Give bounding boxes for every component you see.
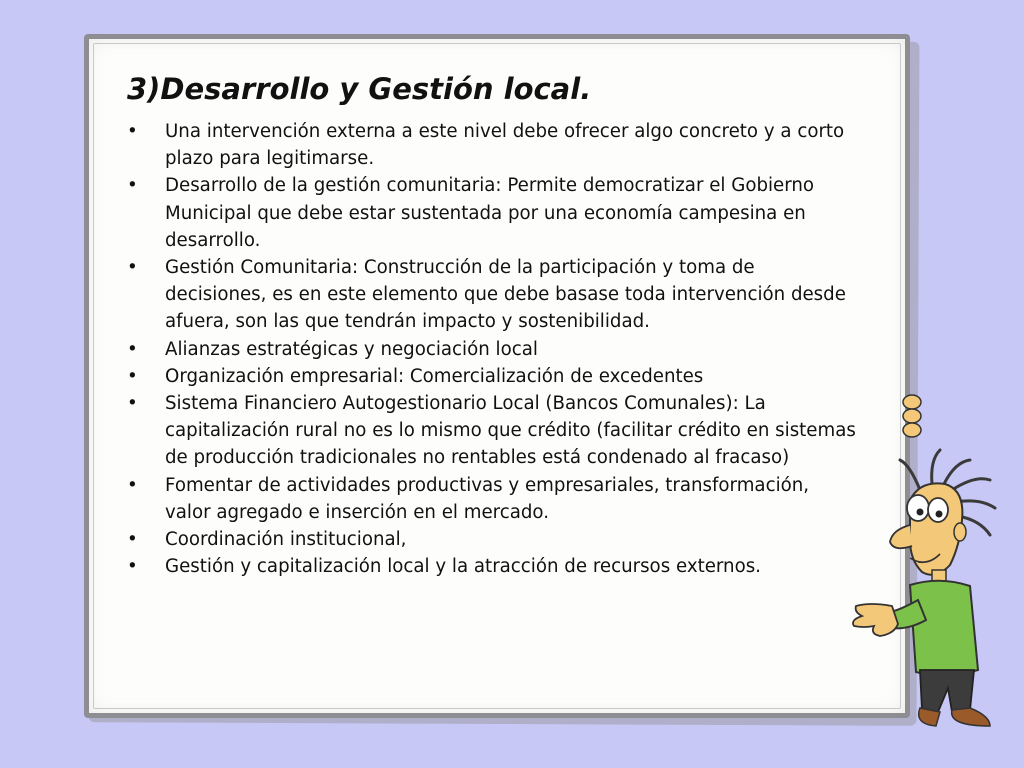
bullet-text: Coordinación institucional, bbox=[165, 529, 407, 551]
bullet-marker: • bbox=[127, 175, 138, 197]
bullet-marker: • bbox=[127, 474, 138, 496]
bullet-item bbox=[127, 172, 857, 254]
bullet-marker: • bbox=[127, 393, 138, 415]
bullet-marker: • bbox=[127, 529, 138, 551]
bullet-item bbox=[127, 526, 857, 553]
bullet-text: Fomentar de actividades productivas y empresariales, transformación, valor agregado e inserción en el mercado. bbox=[165, 474, 810, 523]
bullet-list bbox=[127, 118, 857, 580]
bullet-text: Gestión y capitalización local y la atracción de recursos externos. bbox=[165, 556, 761, 578]
bullet-text: Desarrollo de la gestión comunitaria: Permite democratizar el Gobierno Municipal que debe estar sustentada por una economía campesina en desarrollo. bbox=[165, 175, 815, 251]
bullet-marker: • bbox=[127, 556, 138, 578]
cartoon-character-illustration bbox=[840, 380, 1020, 740]
gripping-fingers bbox=[903, 395, 921, 437]
bullet-marker: • bbox=[127, 257, 138, 279]
hand bbox=[853, 604, 898, 636]
bullet-item bbox=[127, 553, 857, 580]
bullet-item bbox=[127, 118, 857, 172]
bullet-item bbox=[127, 390, 857, 472]
shirt bbox=[910, 581, 978, 676]
bullet-item bbox=[127, 363, 857, 390]
bullet-text: Organización empresarial: Comercialización de excedentes bbox=[165, 365, 704, 387]
bullet-text: Sistema Financiero Autogestionario Local (Bancos Comunales): La capitalización rural no es lo mismo que crédito (facilitar crédito en sistemas de producción tradicionales no rentables está condenado al fracaso) bbox=[165, 393, 856, 469]
pants bbox=[920, 670, 974, 712]
bullet-marker: • bbox=[127, 121, 138, 142]
bullet-text: Alianzas estratégicas y negociación local bbox=[165, 338, 538, 360]
shoes bbox=[919, 708, 990, 726]
bullet-item bbox=[127, 336, 857, 363]
bullet-text: Gestión Comunitaria: Construcción de la participación y toma de decisiones, es en este elemento que debe basase toda intervención desde afuera, son las que tendrán impacto y sostenibilidad. bbox=[165, 257, 846, 333]
slide-title: 3)Desarrollo y Gestión local. bbox=[127, 72, 592, 106]
bullet-marker: • bbox=[127, 365, 138, 387]
ear bbox=[954, 523, 966, 541]
bullet-text: Una intervención externa a este nivel debe ofrecer algo concreto y a corto plazo para legitimarse. bbox=[165, 121, 845, 170]
nose bbox=[890, 525, 912, 548]
bullet-marker: • bbox=[127, 338, 138, 360]
bullet-item bbox=[127, 254, 857, 336]
slide-content bbox=[127, 66, 857, 580]
bullet-item bbox=[127, 472, 857, 526]
